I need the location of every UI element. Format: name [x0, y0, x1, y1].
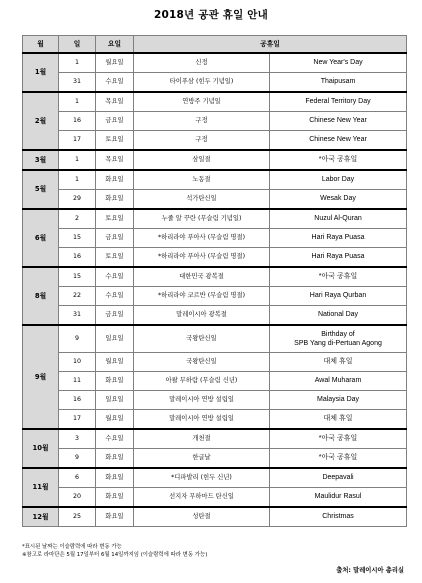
- holiday-english-cell: *아국 공휴일: [270, 150, 407, 170]
- day-cell: 29: [59, 190, 96, 210]
- month-cell: 12월: [23, 507, 59, 527]
- holiday-korean-cell: 한글날: [134, 449, 270, 469]
- day-cell: 15: [59, 267, 96, 287]
- holiday-english-cell: Thaipusam: [270, 73, 407, 93]
- table-row: [23, 488, 407, 508]
- holiday-english-cell: Chinese New Year: [270, 112, 407, 131]
- holiday-korean-cell: 말레이시아 광복절: [134, 306, 270, 326]
- holiday-english-cell: *아국 공휴일: [270, 267, 407, 287]
- weekday-cell: 월요일: [96, 353, 134, 372]
- table-row: [23, 209, 407, 229]
- day-cell: 1: [59, 170, 96, 190]
- table-row: [23, 150, 407, 170]
- footnote: ※참고로 라마단은 5월 17일부터 6월 14일까지임 (이슬람력에 따라 변동 가능): [22, 551, 208, 558]
- day-cell: 16: [59, 391, 96, 410]
- holiday-korean-cell: 선지자 무하마드 탄신일: [134, 488, 270, 508]
- weekday-cell: 토요일: [96, 131, 134, 151]
- table-row: [23, 287, 407, 306]
- day-cell: 11: [59, 372, 96, 391]
- table-row: [23, 391, 407, 410]
- holiday-korean-cell: 구정: [134, 112, 270, 131]
- day-cell: 3: [59, 429, 96, 449]
- weekday-cell: 수요일: [96, 267, 134, 287]
- table-row: [23, 410, 407, 430]
- day-cell: 1: [59, 150, 96, 170]
- weekday-cell: 금요일: [96, 112, 134, 131]
- day-cell: 1: [59, 53, 96, 73]
- month-cell: 3월: [23, 150, 59, 170]
- month-cell: 6월: [23, 209, 59, 267]
- day-cell: 16: [59, 248, 96, 268]
- weekday-cell: 일요일: [96, 391, 134, 410]
- holiday-english-cell: Hari Raya Puasa: [270, 248, 407, 268]
- table-row: [23, 248, 407, 268]
- weekday-cell: 목요일: [96, 92, 134, 112]
- holiday-korean-cell: 누줄 알 꾸란 (무슬림 기념일): [134, 209, 270, 229]
- holiday-korean-cell: *하리라야 푸아사 (무슬림 명절): [134, 248, 270, 268]
- holiday-english-line: SPB Yang di-Pertuan Agong: [294, 340, 382, 347]
- holiday-english-cell: Nuzul Al-Quran: [270, 209, 407, 229]
- weekday-cell: 월요일: [96, 410, 134, 430]
- holiday-korean-cell: 구정: [134, 131, 270, 151]
- table-row: [23, 507, 407, 527]
- day-cell: 17: [59, 410, 96, 430]
- table-row: [23, 73, 407, 93]
- holiday-korean-cell: 성탄절: [134, 507, 270, 527]
- holiday-english-cell: Labor Day: [270, 170, 407, 190]
- holiday-korean-cell: 말레이시아 연방 설립일: [134, 410, 270, 430]
- holiday-english-cell: Christmas: [270, 507, 407, 527]
- table-row: [23, 112, 407, 131]
- holiday-korean-cell: 연방주 기념일: [134, 92, 270, 112]
- holiday-english-line: Birthday of: [321, 330, 355, 338]
- table-header-row: [23, 36, 407, 54]
- holiday-english-cell: New Year's Day: [270, 53, 407, 73]
- weekday-cell: 화요일: [96, 468, 134, 488]
- day-cell: 25: [59, 507, 96, 527]
- table-row: [23, 53, 407, 73]
- holiday-korean-cell: 아왈 무하람 (무슬림 신년): [134, 372, 270, 391]
- table-row: [23, 353, 407, 372]
- month-cell: 10월: [23, 429, 59, 468]
- month-cell: 8월: [23, 267, 59, 325]
- holiday-korean-cell: 삼일절: [134, 150, 270, 170]
- month-cell: 9월: [23, 325, 59, 429]
- weekday-cell: 화요일: [96, 507, 134, 527]
- weekday-cell: 월요일: [96, 53, 134, 73]
- day-cell: 16: [59, 112, 96, 131]
- table-row: [23, 92, 407, 112]
- weekday-cell: 목요일: [96, 150, 134, 170]
- page-title: 2018년 공관 휴일 안내: [154, 9, 268, 21]
- holiday-english-cell: 대체 휴일: [270, 353, 407, 372]
- holiday-korean-cell: 석가탄신일: [134, 190, 270, 210]
- day-cell: 9: [59, 325, 96, 353]
- header-day: 일: [59, 36, 96, 54]
- day-cell: 31: [59, 306, 96, 326]
- holiday-korean-cell: 타이푸삼 (힌두 기념일): [134, 73, 270, 93]
- weekday-cell: 일요일: [96, 325, 134, 353]
- holiday-english-cell: Wesak Day: [270, 190, 407, 210]
- source-note: 출처: 말레이시아 총리실: [336, 567, 404, 574]
- header-month: 월: [23, 36, 59, 54]
- footnote: *표시된 날짜는 이슬람력에 따라 변동 가능: [22, 544, 122, 550]
- day-cell: 9: [59, 449, 96, 469]
- holiday-korean-cell: *하리라야 푸아사 (무슬림 명절): [134, 229, 270, 248]
- holiday-english-cell: Hari Raya Puasa: [270, 229, 407, 248]
- day-cell: 2: [59, 209, 96, 229]
- holiday-english-cell: 대체 휴일: [270, 410, 407, 430]
- table-row: [23, 170, 407, 190]
- weekday-cell: 수요일: [96, 429, 134, 449]
- weekday-cell: 금요일: [96, 306, 134, 326]
- holiday-korean-cell: 신정: [134, 53, 270, 73]
- weekday-cell: 화요일: [96, 170, 134, 190]
- table-row: [23, 131, 407, 151]
- holiday-english-cell: *아국 공휴일: [270, 429, 407, 449]
- day-cell: 20: [59, 488, 96, 508]
- holiday-korean-cell: 개천절: [134, 429, 270, 449]
- holiday-english-cell: Hari Raya Qurban: [270, 287, 407, 306]
- day-cell: 10: [59, 353, 96, 372]
- day-cell: 15: [59, 229, 96, 248]
- weekday-cell: 수요일: [96, 287, 134, 306]
- weekday-cell: 금요일: [96, 229, 134, 248]
- holiday-english-cell: National Day: [270, 306, 407, 326]
- holiday-english-cell: Federal Territory Day: [270, 92, 407, 112]
- table-row: [23, 449, 407, 469]
- table-row: [23, 325, 407, 353]
- table-row: [23, 429, 407, 449]
- month-cell: 2월: [23, 92, 59, 150]
- holiday-english-cell: Maulidur Rasul: [270, 488, 407, 508]
- month-cell: 5월: [23, 170, 59, 209]
- weekday-cell: 토요일: [96, 209, 134, 229]
- header-weekday: 요일: [96, 36, 134, 54]
- holiday-english-cell: Deepavali: [270, 468, 407, 488]
- day-cell: 31: [59, 73, 96, 93]
- weekday-cell: 화요일: [96, 190, 134, 210]
- footnotes: [22, 544, 406, 560]
- holiday-korean-cell: 국왕탄신일: [134, 325, 270, 353]
- weekday-cell: 수요일: [96, 73, 134, 93]
- holiday-korean-cell: 말레이시아 연방 설립일: [134, 391, 270, 410]
- table-row: [23, 468, 407, 488]
- day-cell: 1: [59, 92, 96, 112]
- table-row: [23, 306, 407, 326]
- weekday-cell: 토요일: [96, 248, 134, 268]
- holiday-english-cell: *아국 공휴일: [270, 449, 407, 469]
- table-row: [23, 372, 407, 391]
- day-cell: 17: [59, 131, 96, 151]
- table-row: [23, 229, 407, 248]
- holiday-korean-cell: *하리라야 코르반 (무슬림 명절): [134, 287, 270, 306]
- table-row: [23, 267, 407, 287]
- weekday-cell: 화요일: [96, 449, 134, 469]
- header-holiday: 공휴일: [134, 36, 407, 54]
- holiday-korean-cell: *디파발리 (힌두 신년): [134, 468, 270, 488]
- weekday-cell: 화요일: [96, 488, 134, 508]
- holiday-english-cell: Chinese New Year: [270, 131, 407, 151]
- day-cell: 22: [59, 287, 96, 306]
- holiday-korean-cell: 노동절: [134, 170, 270, 190]
- month-cell: 11월: [23, 468, 59, 507]
- holiday-korean-cell: 대한민국 광복절: [134, 267, 270, 287]
- holiday-english-cell: [270, 325, 407, 353]
- holiday-english-cell: Malaysia Day: [270, 391, 407, 410]
- weekday-cell: 화요일: [96, 372, 134, 391]
- table-row: [23, 190, 407, 210]
- holiday-korean-cell: 국왕탄신일: [134, 353, 270, 372]
- table-body: [23, 53, 407, 527]
- holiday-table: [22, 35, 407, 527]
- holiday-english-cell: Awal Muharam: [270, 372, 407, 391]
- month-cell: 1월: [23, 53, 59, 92]
- day-cell: 6: [59, 468, 96, 488]
